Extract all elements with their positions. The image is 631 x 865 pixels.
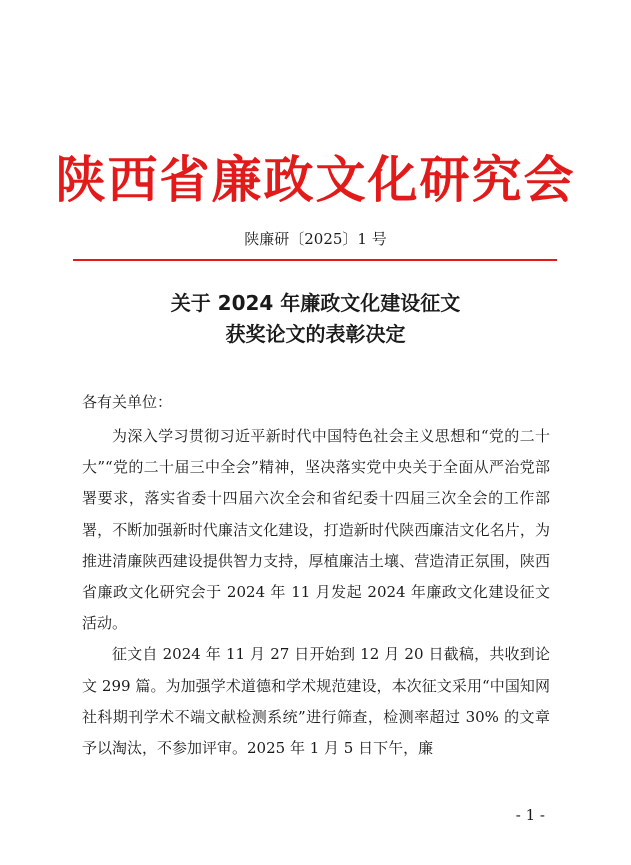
document-number: 陕廉研〔2025〕1 号 xyxy=(244,230,387,248)
organization-header: 陕西省廉政文化研究会 xyxy=(55,151,576,209)
body-paragraph-1: 为深入学习贯彻习近平新时代中国特色社会主义思想和“党的二十大”“党的二十届三中全会”精神，坚决落实党中央关于全面从严治党部署要求，落实省委十四届六次全会和省纪委十四届三次全会的工作部署，不断加强新时代廉洁文化建设，打造新时代陕西廉洁文化名片，为推进清廉陕西建设提供智力支持，厚植廉洁土壤、营造清正氛围，陕西省廉政文化研究会于 2024 年 11 月发起 2024 年廉政文化建设征文活动。 xyxy=(82,427,550,633)
body-paragraph-2: 征文自 2024 年 11 月 27 日开始到 12 月 20 日截稿，共收到论文 299 篇。为加强学术道德和学术规范建设，本次征文采用“中国知网社科期刊学术不端文献检测系统”进行筛查，检测率超过 30% 的文章予以淘汰，不参加评审。2025 年 1 月 5 日下午，廉 xyxy=(82,645,550,758)
title-line-1: 关于 2024 年廉政文化建设征文 xyxy=(170,291,461,315)
salutation: 各有关单位： xyxy=(82,393,173,411)
page-number: - 1 - xyxy=(515,806,545,824)
document-body xyxy=(82,421,550,764)
document-title xyxy=(0,288,631,350)
red-divider-line xyxy=(73,259,557,261)
title-line-2: 获奖论文的表彰决定 xyxy=(225,322,406,346)
